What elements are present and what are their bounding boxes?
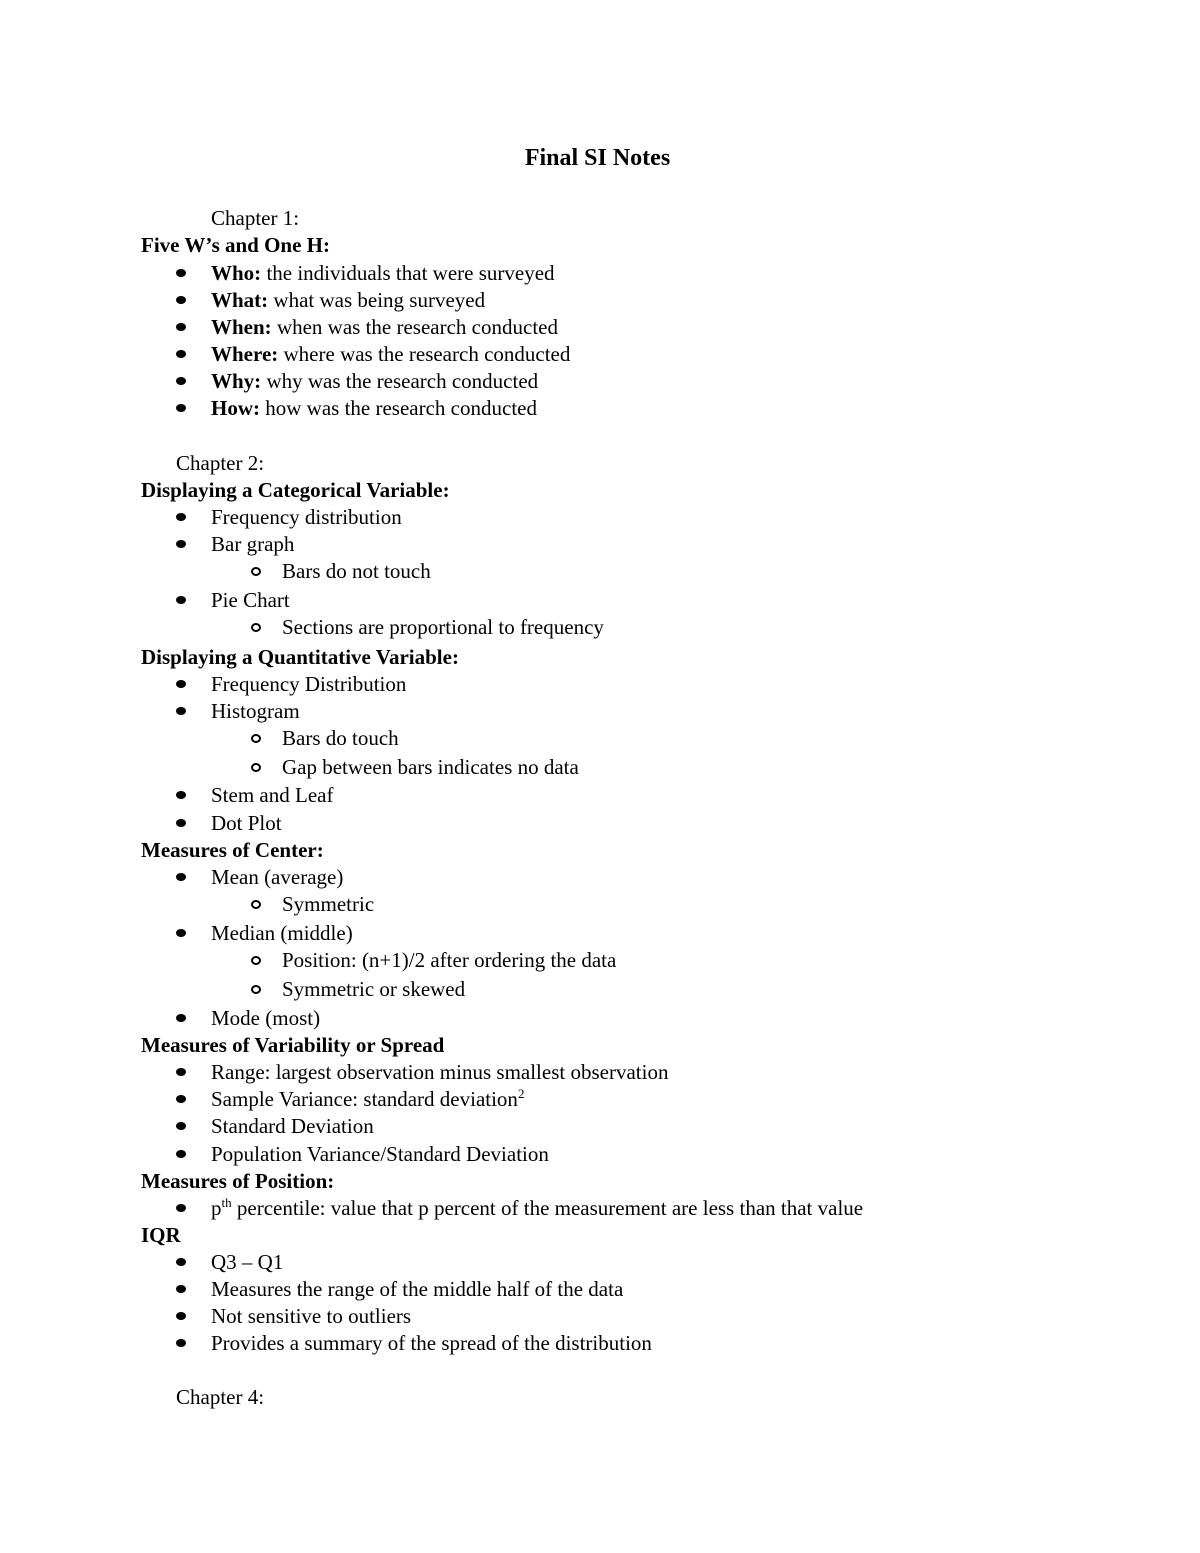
percentile-text: percentile: value that p percent of the measurement are less than that value	[231, 1196, 864, 1220]
term-how: How:	[211, 396, 260, 420]
term-what: What:	[211, 288, 269, 312]
sub-item-position: Position: (n+1)/2 after ordering the data	[282, 948, 617, 972]
list-item-frequency-distribution: Frequency distribution	[211, 505, 402, 529]
list-item-who	[211, 260, 555, 286]
chapter-1-label: Chapter 1:	[211, 206, 300, 230]
sub-item-bars-touch: Bars do touch	[282, 726, 399, 750]
list-item-why	[211, 368, 538, 394]
sub-item-symmetric-skewed: Symmetric or skewed	[282, 977, 466, 1001]
list-item-bar-graph: Bar graph	[211, 532, 295, 556]
sub-item-bars-not-touch: Bars do not touch	[282, 559, 431, 583]
list-item-when	[211, 314, 558, 340]
five-ws-heading: Five W’s and One H:	[141, 233, 331, 257]
list-item-median: Median (middle)	[211, 921, 353, 945]
list-item-sample-variance	[211, 1086, 524, 1112]
text-what: what was being surveyed	[268, 288, 486, 312]
sub-item-symmetric: Symmetric	[282, 892, 375, 916]
list-item-how	[211, 395, 537, 421]
list-item-dot-plot: Dot Plot	[211, 811, 282, 835]
text-how: how was the research conducted	[260, 396, 537, 420]
list-item-middle-half: Measures the range of the middle half of the data	[211, 1277, 624, 1301]
th-superscript: th	[221, 1195, 232, 1210]
position-heading: Measures of Position:	[141, 1169, 335, 1193]
chapter-4-label: Chapter 4:	[176, 1385, 265, 1409]
term-why: Why:	[211, 369, 262, 393]
list-item-standard-deviation: Standard Deviation	[211, 1114, 374, 1138]
list-item-range: Range: largest observation minus smallest observation	[211, 1060, 669, 1084]
page-title: Final SI Notes	[524, 145, 671, 171]
sub-item-gap-no-data: Gap between bars indicates no data	[282, 755, 579, 779]
text-when: when was the research conducted	[271, 315, 558, 339]
list-item-mode: Mode (most)	[211, 1006, 321, 1030]
center-heading: Measures of Center:	[141, 838, 324, 862]
text-why: why was the research conducted	[261, 369, 539, 393]
variability-heading: Measures of Variability or Spread	[141, 1033, 445, 1057]
list-item-pie-chart: Pie Chart	[211, 588, 290, 612]
list-item-not-sensitive: Not sensitive to outliers	[211, 1304, 412, 1328]
list-item-where	[211, 341, 570, 367]
chapter-2-label: Chapter 2:	[176, 451, 265, 475]
list-item-mean: Mean (average)	[211, 865, 344, 889]
list-item-population-variance: Population Variance/Standard Deviation	[211, 1142, 549, 1166]
list-item-frequency-distribution-q: Frequency Distribution	[211, 672, 407, 696]
quantitative-heading: Displaying a Quantitative Variable:	[141, 645, 459, 669]
list-item-q3-q1: Q3 – Q1	[211, 1250, 284, 1274]
term-who: Who:	[211, 261, 262, 285]
list-item-percentile	[211, 1195, 863, 1221]
list-item-stem-and-leaf: Stem and Leaf	[211, 783, 334, 807]
term-where: Where:	[211, 342, 279, 366]
iqr-heading: IQR	[141, 1223, 181, 1247]
list-item-spread-summary: Provides a summary of the spread of the distribution	[211, 1331, 652, 1355]
text-where: where was the research conducted	[278, 342, 571, 366]
list-item-what	[211, 287, 485, 313]
squared-superscript: 2	[517, 1086, 525, 1101]
term-when: When:	[211, 315, 272, 339]
sub-item-sections-proportional: Sections are proportional to frequency	[282, 615, 604, 639]
text-who: the individuals that were surveyed	[261, 261, 555, 285]
p-letter: p	[211, 1196, 222, 1220]
sample-variance-text: Sample Variance: standard deviation	[211, 1087, 518, 1111]
list-item-histogram: Histogram	[211, 699, 300, 723]
categorical-heading: Displaying a Categorical Variable:	[141, 478, 450, 502]
